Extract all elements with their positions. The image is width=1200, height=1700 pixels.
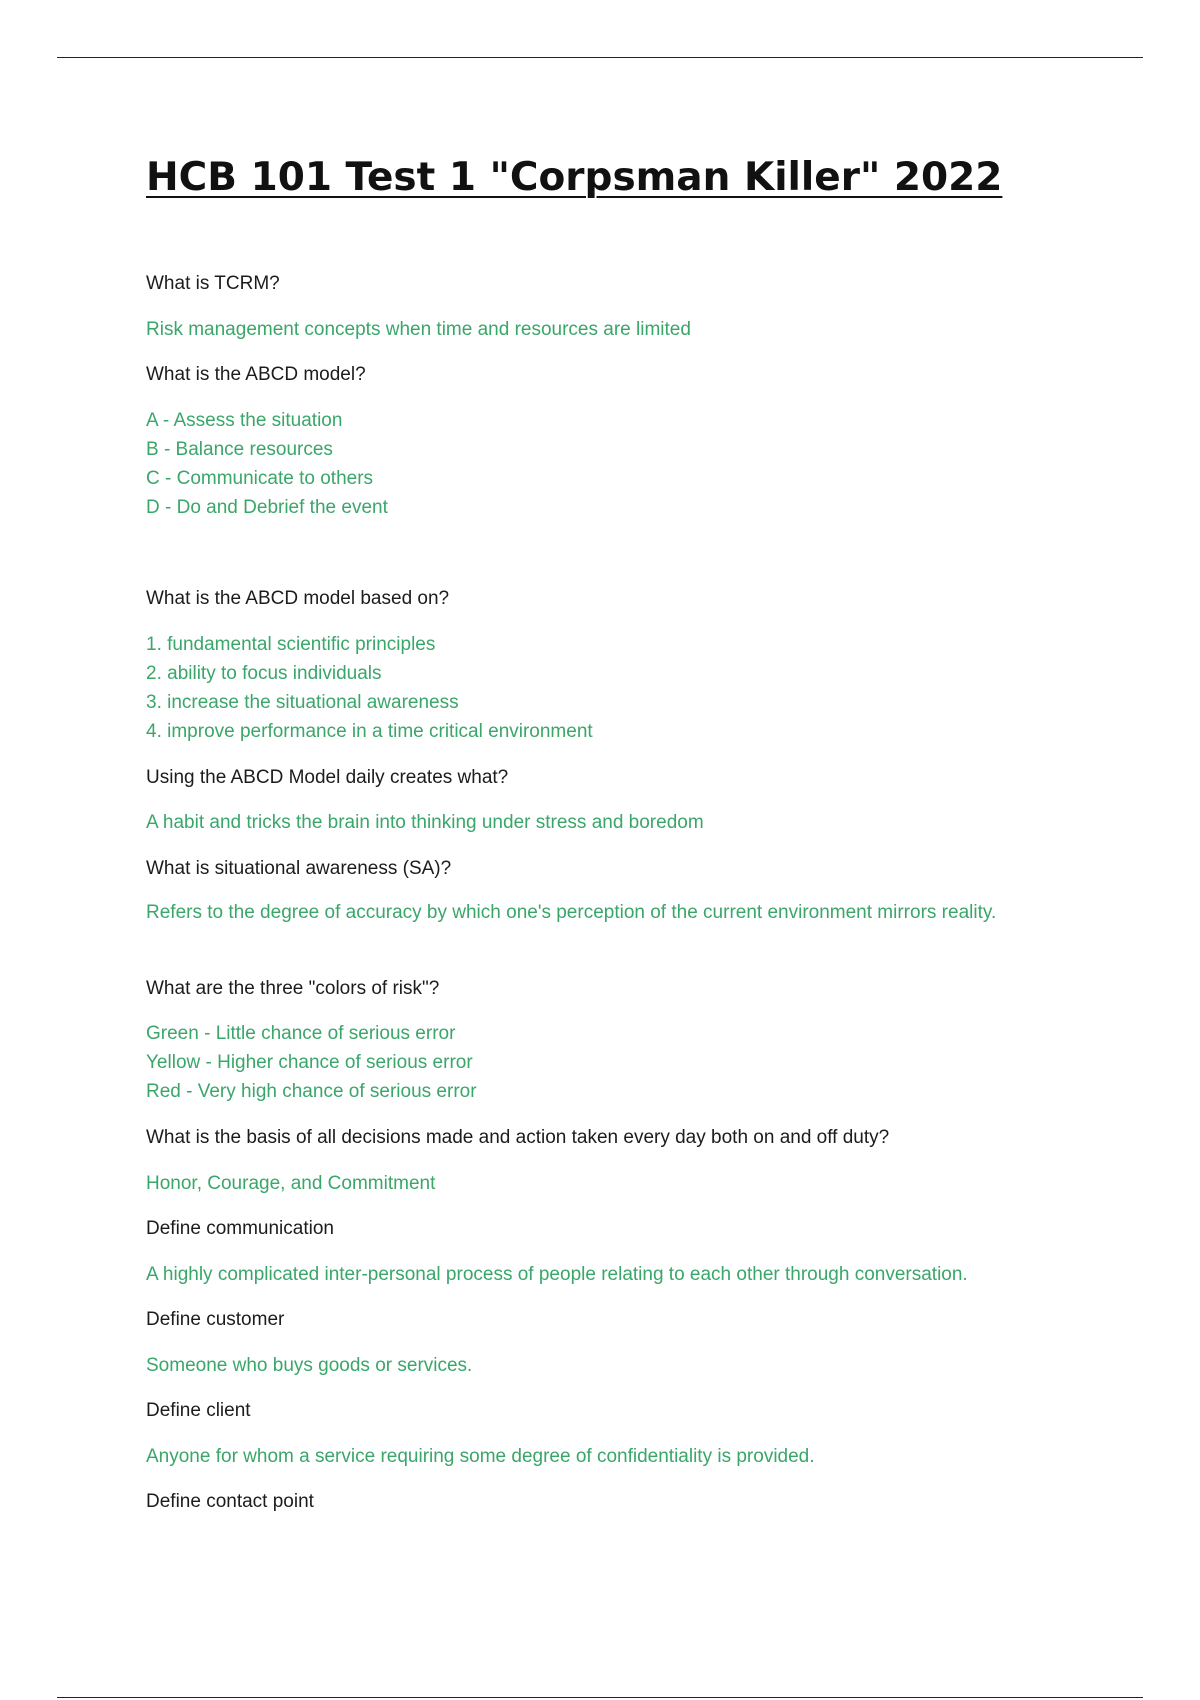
answer-define-client: Anyone for whom a service requiring some degree of confidentiality is provided. [146,1446,815,1467]
question-tcrm: What is TCRM? [146,273,280,294]
question-define-customer: Define customer [146,1309,285,1330]
question-define-communication: Define communication [146,1218,334,1239]
answer-based-on-2: 2. ability to focus individuals [146,663,382,684]
answer-abcd-a: A - Assess the situation [146,410,343,431]
question-basis-of-decisions: What is the basis of all decisions made and action taken every day both on and off duty? [146,1127,890,1148]
document-title: HCB 101 Test 1 "Corpsman Killer" 2022 [146,155,1003,200]
question-abcd-model: What is the ABCD model? [146,364,366,385]
question-abcd-daily: Using the ABCD Model daily creates what? [146,767,509,788]
answer-define-customer: Someone who buys goods or services. [146,1355,473,1376]
answer-define-communication: A highly complicated inter-personal process of people relating to each other through conversation. [146,1264,968,1285]
question-define-contact-point: Define contact point [146,1491,314,1512]
top-rule [57,57,1143,58]
question-colors-of-risk: What are the three "colors of risk"? [146,978,440,999]
question-situational-awareness: What is situational awareness (SA)? [146,858,452,879]
answer-situational-awareness: Refers to the degree of accuracy by which one's perception of the current environment mirrors reality. [146,902,997,923]
question-abcd-based-on: What is the ABCD model based on? [146,588,450,609]
answer-abcd-b: B - Balance resources [146,439,333,460]
answer-abcd-c: C - Communicate to others [146,468,374,489]
answer-risk-red: Red - Very high chance of serious error [146,1081,477,1102]
answer-basis-of-decisions: Honor, Courage, and Commitment [146,1173,436,1194]
answer-abcd-d: D - Do and Debrief the event [146,497,388,518]
answer-risk-yellow: Yellow - Higher chance of serious error [146,1052,473,1073]
question-define-client: Define client [146,1400,251,1421]
answer-based-on-1: 1. fundamental scientific principles [146,634,436,655]
answer-tcrm: Risk management concepts when time and resources are limited [146,319,691,340]
answer-abcd-daily: A habit and tricks the brain into thinking under stress and boredom [146,812,704,833]
answer-based-on-4: 4. improve performance in a time critical environment [146,721,593,742]
bottom-rule [57,1697,1143,1698]
answer-based-on-3: 3. increase the situational awareness [146,692,459,713]
answer-risk-green: Green - Little chance of serious error [146,1023,456,1044]
